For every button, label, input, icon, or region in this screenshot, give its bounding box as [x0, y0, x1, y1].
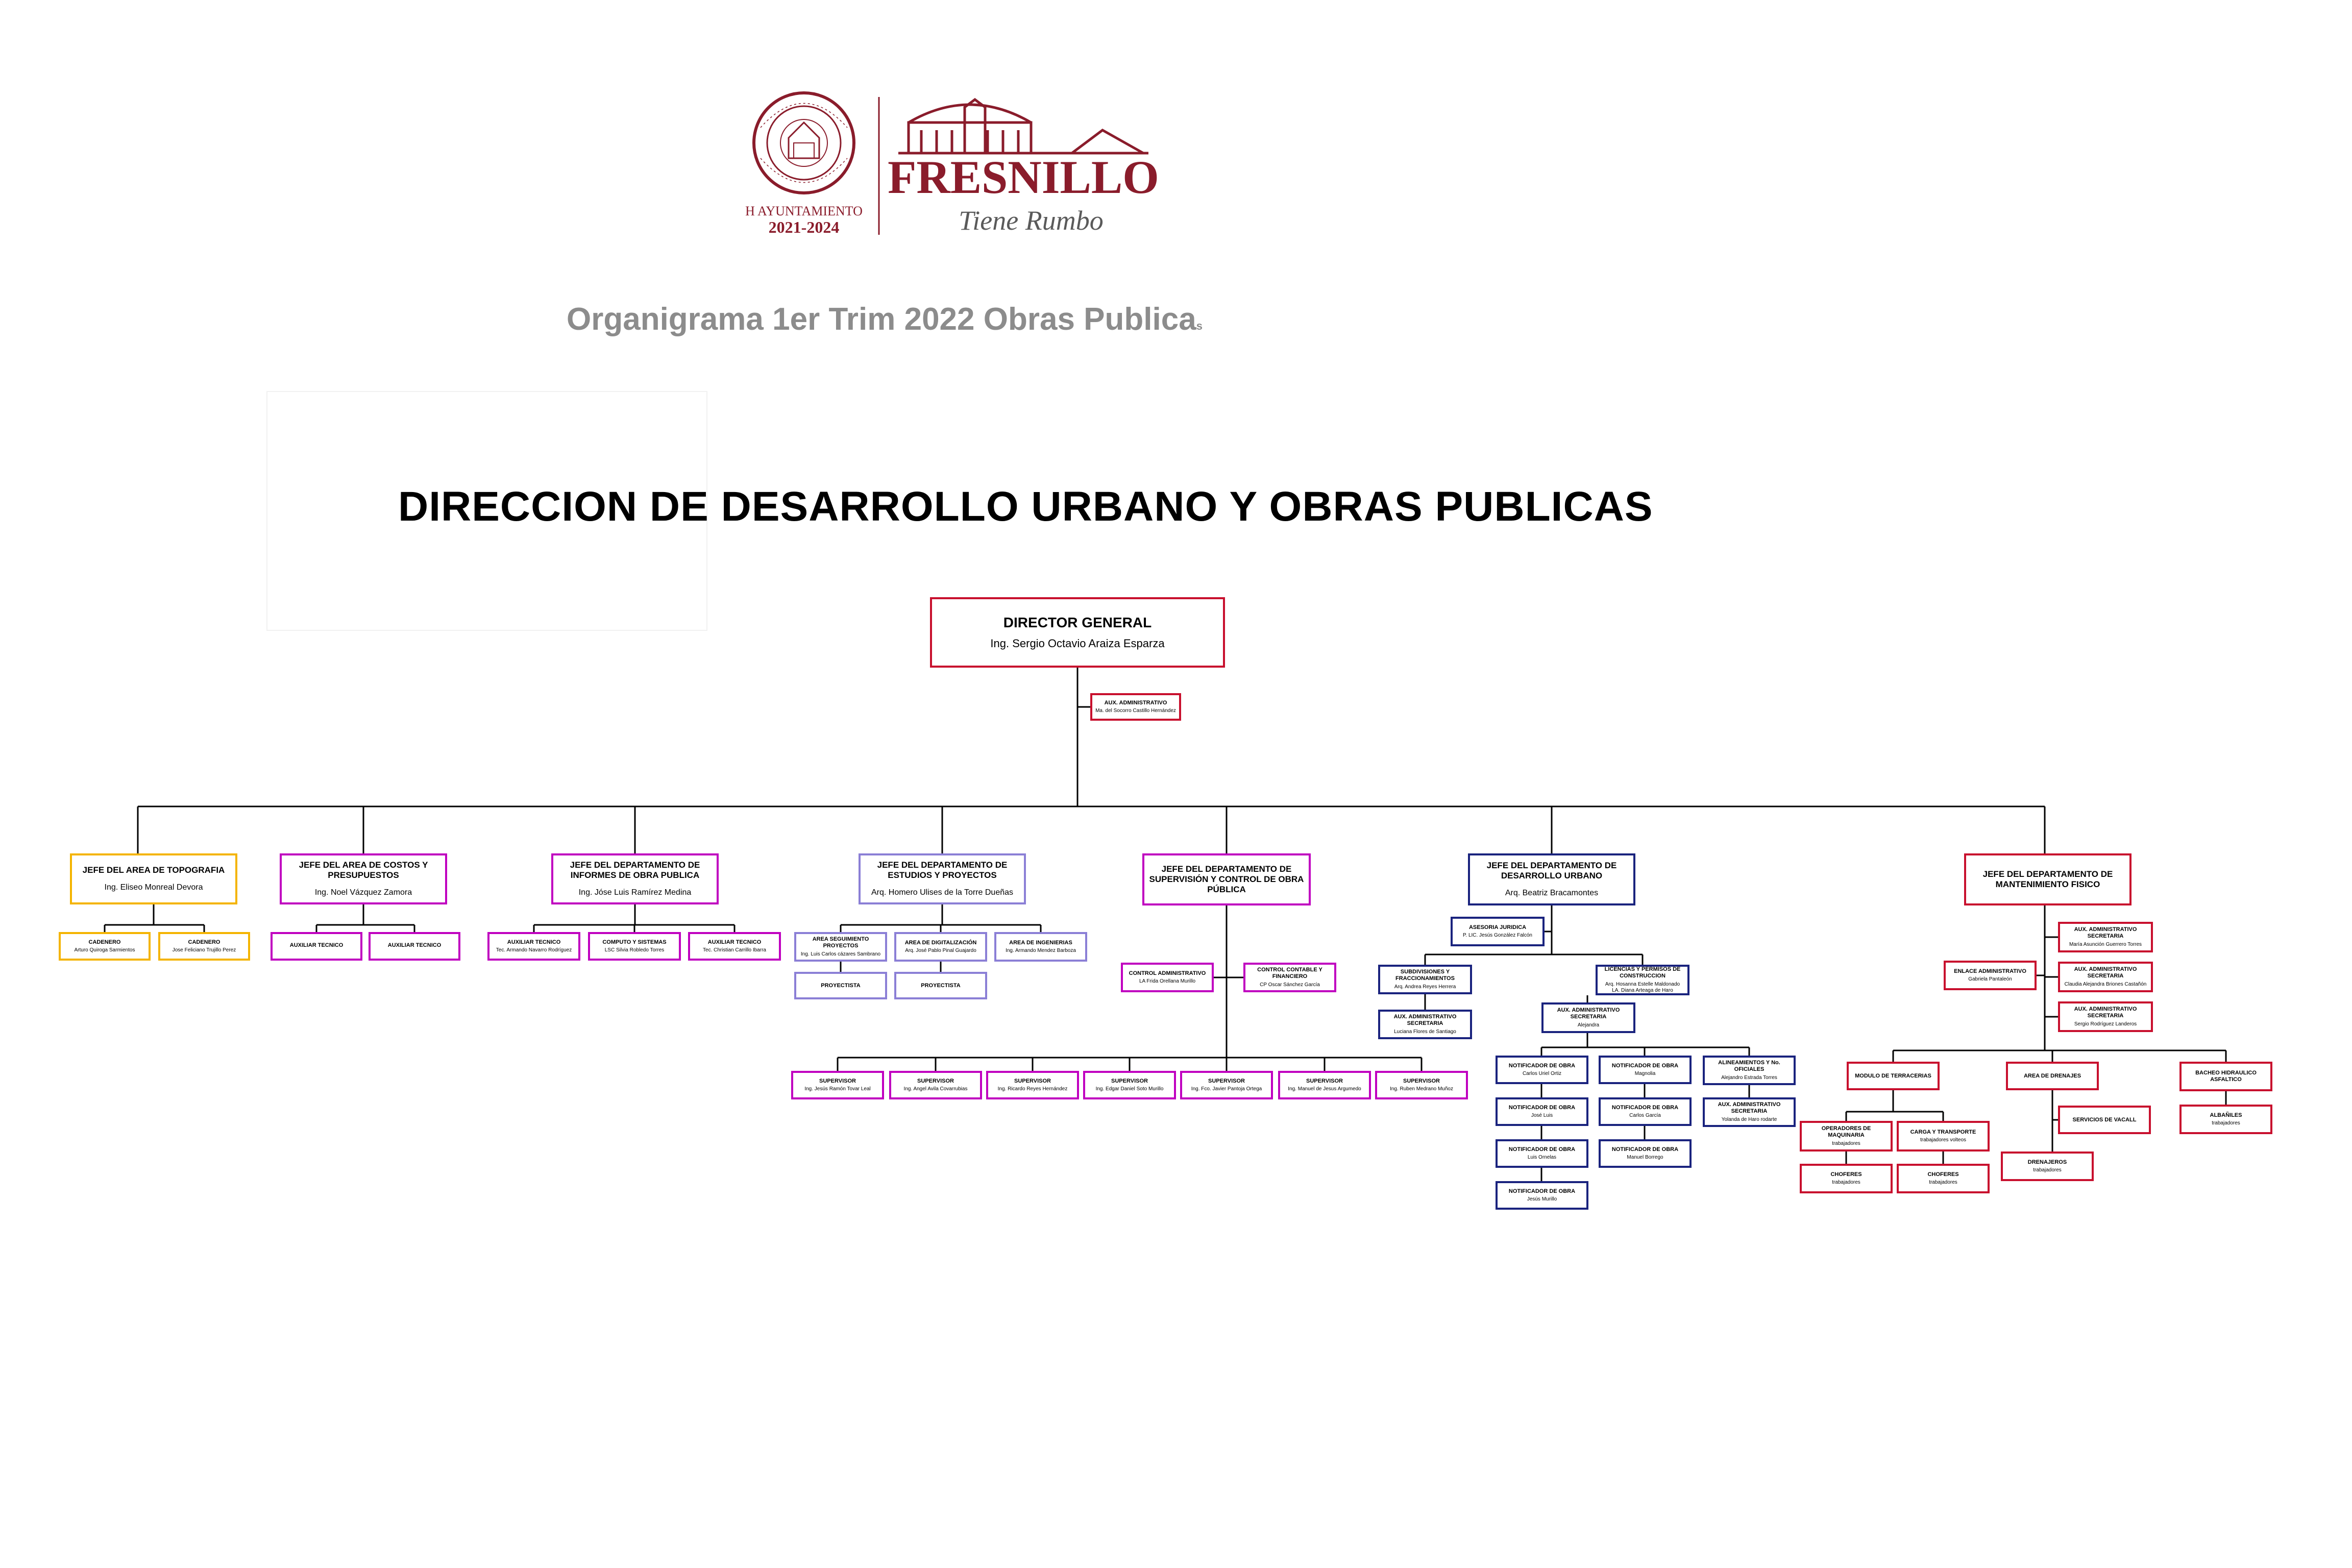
albaniles-box: ALBAÑILES trabajadores	[2179, 1105, 2272, 1134]
area-drenajes-box: AREA DE DRENAJES	[2006, 1062, 2099, 1090]
enlace-administrativo-box: ENLACE ADMINISTRATIVO Gabriela Pantaleón	[1944, 961, 2037, 990]
proyectista-box-2: PROYECTISTA	[894, 972, 987, 999]
notificador-box-2: NOTIFICADOR DE OBRA José Luis	[1496, 1097, 1588, 1126]
licencias-aux-box: AUX. ADMINISTRATIVO SECRETARIA Alejandra	[1541, 1002, 1635, 1033]
supervisor-box-1: SUPERVISOR Ing. Jesús Ramón Tovar Leal	[791, 1071, 884, 1099]
area-seguimiento-box: AREA SEGUIMIENTO PROYECTOS Ing. Luis Carlos cázares Sambrano	[794, 932, 887, 962]
mantenimiento-aux-box-2: AUX. ADMINISTRATIVO SECRETARIA Claudia Alejandra Briones Castañón	[2058, 962, 2153, 992]
seal-caption-line2: 2021-2024	[768, 218, 840, 236]
subdivisiones-aux-box: AUX. ADMINISTRATIVO SECRETARIA Luciana Flores de Santiago	[1378, 1010, 1472, 1039]
supervision-head-box: JEFE DEL DEPARTAMENTO DE SUPERVISIÓN Y CONTROL DE OBRA PÚBLICA	[1142, 853, 1311, 905]
subdivisiones-box: SUBDIVISIONES Y FRACCIONAMIENTOS Arq. Andrea Reyes Herrera	[1378, 965, 1472, 994]
supervisor-box-4: SUPERVISOR Ing. Edgar Daniel Soto Murillo	[1083, 1071, 1176, 1099]
costos-aux-box-2: AUXILIAR TECNICO	[369, 932, 460, 961]
desarrollo-urbano-head-box: JEFE DEL DEPARTAMENTO DE DESARROLLO URBANO Arq. Beatriz Bracamontes	[1468, 853, 1635, 905]
notificador-box-1: NOTIFICADOR DE OBRA Carlos Uriel Ortiz	[1496, 1056, 1588, 1084]
cadenero-box-2: CADENERO Jose Feliciano Trujillo Perez	[158, 932, 250, 961]
proyectista-box-1: PROYECTISTA	[794, 972, 887, 999]
area-digitalizacion-box: AREA DE DIGITALIZACIÓN Arq. José Pablo Pinal Guajardo	[894, 932, 987, 962]
notificador-box-3: NOTIFICADOR DE OBRA Luis Ornelas	[1496, 1139, 1588, 1168]
informes-aux-box-2: AUXILIAR TECNICO Tec. Christian Carrillo Ibarra	[688, 932, 781, 961]
supervisor-box-7: SUPERVISOR Ing. Ruben Medrano Muñoz	[1375, 1071, 1468, 1099]
brand-name: FRESNILLO	[888, 151, 1159, 203]
costos-head-box: JEFE DEL AREA DE COSTOS Y PRESUPUESTOS Ing. Noel Vázquez Zamora	[280, 853, 447, 904]
notificador-box-5: NOTIFICADOR DE OBRA Magnolia	[1599, 1056, 1692, 1084]
organization-heading: DIRECCION DE DESARROLLO URBANO Y OBRAS PUBLICAS	[398, 483, 1653, 530]
control-administrativo-box: CONTROL ADMINISTRATIVO LA Frida Orellana Murillo	[1121, 963, 1214, 992]
carga-transporte-box: CARGA Y TRANSPORTE trabajadores volteos	[1897, 1121, 1990, 1152]
mantenimiento-head-box: JEFE DEL DEPARTAMENTO DE MANTENIMIENTO FISICO	[1964, 853, 2132, 905]
brand-slogan: Tiene Rumbo	[959, 205, 1104, 236]
page-title-suffix: s	[1196, 320, 1203, 332]
topografia-head-box: JEFE DEL AREA DE TOPOGRAFIA Ing. Eliseo Monreal Devora	[70, 853, 237, 904]
supervisor-box-5: SUPERVISOR Ing. Fco. Javier Pantoja Ortega	[1180, 1071, 1273, 1099]
supervisor-box-2: SUPERVISOR Ing. Angel Avila Covarrubias	[889, 1071, 982, 1099]
informes-computo-box: COMPUTO Y SISTEMAS LSC Silvia Robledo Torres	[588, 932, 681, 961]
area-ingenierias-box: AREA DE INGENIERIAS Ing. Armando Mendez Barboza	[994, 932, 1087, 962]
page-title: Organigrama 1er Trim 2022 Obras Publicas	[567, 302, 1203, 337]
mantenimiento-aux-box-1: AUX. ADMINISTRATIVO SECRETARIA María Asunción Guerrero Torres	[2058, 922, 2153, 952]
costos-aux-box-1: AUXILIAR TECNICO	[271, 932, 362, 961]
asesoria-juridica-box: ASESORIA JURIDICA P. LIC. Jesús González Falcón	[1451, 917, 1545, 946]
bacheo-box: BACHEO HIDRAULICO ASFALTICO	[2179, 1062, 2272, 1091]
supervisor-box-3: SUPERVISOR Ing. Ricardo Reyes Hernández	[986, 1071, 1079, 1099]
choferes-box-2: CHOFERES trabajadores	[1897, 1164, 1990, 1193]
licencias-box: LICENCIAS Y PERMISOS DE CONSTRUCCION Arq. Hosanna Estelle Maldonado LA. Diana Arteaga de Haro	[1596, 965, 1689, 995]
notificador-box-7: NOTIFICADOR DE OBRA Manuel Borrego	[1599, 1139, 1692, 1168]
supervisor-box-6: SUPERVISOR Ing. Manuel de Jesus Argumedo	[1278, 1071, 1371, 1099]
notificador-box-6: NOTIFICADOR DE OBRA Carlos García	[1599, 1097, 1692, 1126]
estudios-head-box: JEFE DEL DEPARTAMENTO DE ESTUDIOS Y PROYECTOS Arq. Homero Ulises de la Torre Dueñas	[859, 853, 1026, 904]
servicios-vacall-box: SERVICIOS DE VACALL	[2058, 1106, 2151, 1134]
drenajeros-box: DRENAJEROS trabajadores	[2001, 1152, 2094, 1181]
modulo-terracerias-box: MODULO DE TERRACERIAS	[1847, 1062, 1940, 1090]
operadores-box: OPERADORES DE MAQUINARIA trabajadores	[1800, 1121, 1893, 1152]
director-aux-box: AUX. ADMINISTRATIVO Ma. del Socorro Castillo Hernández	[1090, 693, 1181, 721]
alineamientos-aux-box: AUX. ADMINISTRATIVO SECRETARIA Yolanda de Haro rodarte	[1703, 1097, 1796, 1127]
cadenero-box-1: CADENERO Arturo Quiroga Sarmientos	[59, 932, 151, 961]
director-general-box: DIRECTOR GENERAL Ing. Sergio Octavio Araiza Esparza	[930, 597, 1225, 668]
choferes-box-1: CHOFERES trabajadores	[1800, 1164, 1893, 1193]
control-contable-box: CONTROL CONTABLE Y FINANCIERO CP Oscar Sánchez García	[1243, 963, 1336, 992]
seal-caption-line1: H AYUNTAMIENTO	[745, 204, 863, 218]
alineamientos-box: ALINEAMIENTOS Y No. OFICIALES Alejandro Estrada Torres	[1703, 1056, 1796, 1085]
notificador-box-4: NOTIFICADOR DE OBRA Jesús Murillo	[1496, 1181, 1588, 1210]
mantenimiento-aux-box-3: AUX. ADMINISTRATIVO SECRETARIA Sergio Rodríguez Landeros	[2058, 1001, 2153, 1032]
informes-head-box: JEFE DEL DEPARTAMENTO DE INFORMES DE OBRA PUBLICA Ing. Jóse Luis Ramírez Medina	[551, 853, 719, 904]
informes-aux-box-1: AUXILIAR TECNICO Tec. Armando Navarro Rodríguez	[487, 932, 580, 961]
